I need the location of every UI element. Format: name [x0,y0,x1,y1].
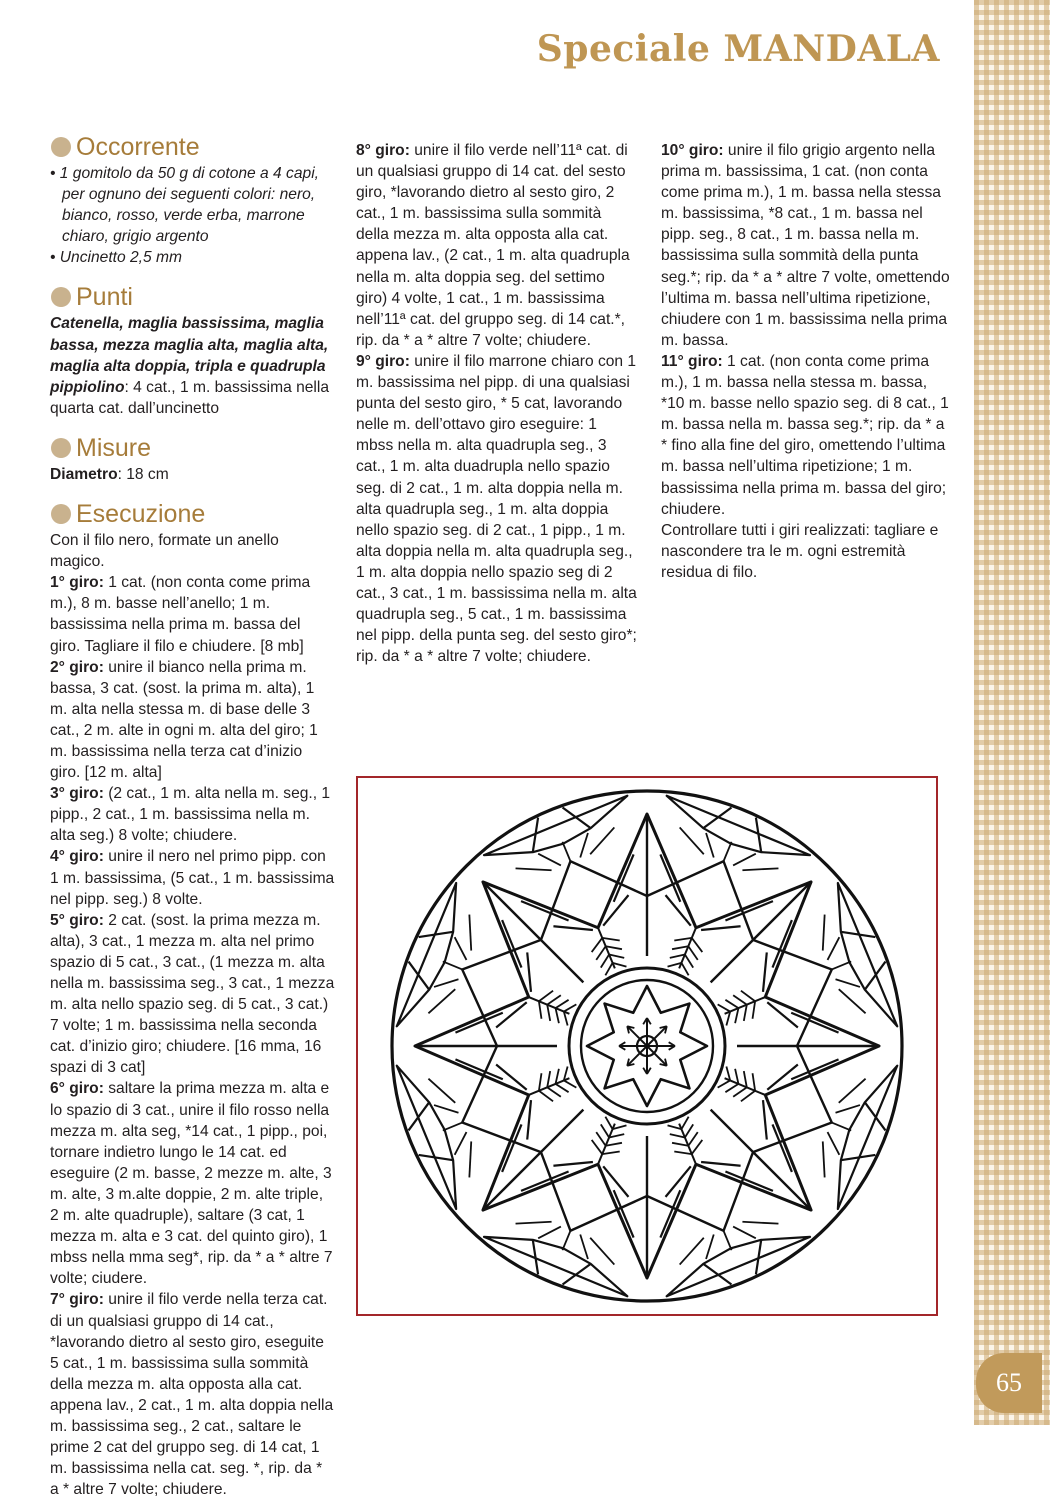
bullet-dot-icon [51,438,71,458]
row-instruction: 7° giro: unire il filo verde nella terza cat. di un qualsiasi gruppo di 14 cat., *lavorando dietro al sesto giro, eseguite 5 cat., 1 m. bassissima sulla sommità della mezza m. alta opposta alla cat. appena lav., 2 cat., 1 m. alta doppia nella m. bassissima seg., 2 cat., saltare le prime 2 cat del gruppo seg. di 14 cat, 1 m. bassissima nella cat. seg. *, rip. da * a * altre 7 volte; chiudere. [50,1291,334,1499]
mandala-diagram-icon [358,778,936,1314]
column-2 [356,140,638,667]
row-instruction: 6° giro: saltare la prima mezza m. alta e lo spazio di 3 cat., unire il filo rosso nella mezza m. alta seg, *14 cat., 1 pipp., poi, tornare indietro lungo le 14 cat. ed eseguire (2 m. basse, 2 mezze m. alte, 3 m. alte, 3 m.alte doppie, 2 m. alte triple, 2 m. alte quadruple), saltare (3 cat, 1 mezza m. alta e 3 cat. del quinto giro), 1 mbss nella mma seg*, rip. da * a * altre 7 volte; ciudere. [50,1080,333,1288]
row-instruction: 4° giro: unire il nero nel primo pipp. con 1 m. bassissima, (5 cat., 1 m. bassissima nel pipp. seg.) 8 volte. [50,848,335,908]
row-instruction: 2° giro: unire il bianco nella prima m. bassa, 3 cat. (sost. la prima m. alta), 1 m. alta nella stessa m. di base delle 3 cat., 2 m. alte in ogni m. alta del giro; 1 m. bassissima nella terza cat d’inizio giro. [12 m. alta] [50,658,318,782]
section-heading-misure: Misure [50,433,335,463]
page-number: 65 [976,1353,1042,1413]
bullet-dot-icon [51,287,71,307]
gingham-border [974,0,1050,1425]
row-instruction: 3° giro: (2 cat., 1 m. alta nella m. seg., 1 pipp., 2 cat., 1 m. bassissima nella m. alta seg.) 8 volte; chiudere. [50,785,331,845]
section-heading-esecuzione: Esecuzione [50,499,335,529]
intro-text: Con il filo nero, formate un anello magico. [50,532,279,571]
row-instruction: 8° giro: unire il filo verde nell’11ª cat. di un qualsiasi gruppo di 14 cat. del sesto giro, *lavorando dietro al sesto giro, 2 cat., 1 m. bassissima sulla sommità della mezza m. alta opposta alla cat. appena lav., (2 cat., 1 m. alta quadrupla nella m. alta doppia seg. del settimo giro) 4 volte, 1 cat., 1 m. bassissima nell’11ª cat. del gruppo seg. di 14 cat.*, rip. da * a * altre 7 volte; chiudere. [356,142,630,349]
measure-text: Diametro: 18 cm [50,465,169,483]
mandala-figure-frame [356,776,938,1316]
materials-item: • 1 gomitolo da 50 g di cotone a 4 capi, per ognuno dei seguenti colori: nero, bianco, rosso, verde erba, marrone chiaro, grigio argento [50,165,319,246]
bullet-dot-icon [51,504,71,524]
column-1 [50,130,335,1500]
bullet-dot-icon [51,137,71,157]
materials-item: • Uncinetto 2,5 mm [50,249,182,267]
row-instruction: 5° giro: 2 cat. (sost. la prima mezza m. alta), 3 cat., 1 mezza m. alta nel primo spazio di 5 cat., 3 cat., (1 mezza m. alta nella m. bassissima seg., 3 cat., 1 mezza m. alta nello spazio seg. di 5 cat., 3 cat.) 7 volte; 1 m. bassissima nella seconda cat. d’inizio giro; chiudere. [16 mma, 16 spazi di 3 cat] [50,911,335,1077]
row-instruction: 10° giro: unire il filo grigio argento nella prima m. bassissima, 1 cat. (non conta come prima m.), 1 m. bassa nella stessa m. bassissima, *8 cat., 1 m. bassa nel pipp. seg., 8 cat., 1 m. bassa nella m. bassissima sulla sommità della punta seg.*; rip. da * a * altre 7 volte, omettendo l’ultima m. bassa nell’ultima ripetizione, chiudere con 1 m. bassissima nella prima m. bassa. [661,142,950,349]
section-heading-occorrente: Occorrente [50,132,335,162]
column-3 [661,140,951,583]
stitches-text: Catenella, maglia bassissima, maglia bassa, mezza maglia alta, maglia alta, maglia alta doppia, tripla e quadrupla pippiolino: 4 cat., 1 m. bassissima nella quarta cat. dall’uncinetto [50,315,330,417]
row-instruction: 9° giro: unire il filo marrone chiaro con 1 m. bassissima nel pipp. di una qualsiasi punta del sesto giro, * 5 cat, lavorando nelle m. dell’ottavo giro eseguire: 1 mbss nella m. alta quadrupla seg., 3 cat., 1 m. alta duadrupla nello spazio seg. di 2 cat., 1 m. alta doppia nella m. alta quadrupla seg., 1 m. alta doppia nello spazio seg. di 2 cat., 1 pipp., 1 m. alta doppia nella m. alta quadrupla seg., 1 m. alta doppia nello spazio seg di 2 cat., 3 cat., 1 m. bassissima nella m. alta quadrupla seg., 5 cat., 1 m. bassissima nel pipp. della punta seg. del sesto giro*; rip. da * a * altre 7 volte; chiudere. [356,352,637,666]
section-heading-punti: Punti [50,282,335,312]
closing-text: Controllare tutti i giri realizzati: tagliare e nascondere tra le m. ogni estremità residua di filo. [661,521,939,581]
row-instruction: 1° giro: 1 cat. (non conta come prima m.), 8 m. basse nell’anello; 1 m. bassissima nella prima m. bassa del giro. Tagliare il filo e chiudere. [8 mb] [50,574,311,655]
page-title: Speciale MANDALA [536,28,940,70]
row-instruction: 11° giro: 1 cat. (non conta come prima m.), 1 m. bassa nella stessa m. bassa, *10 m. basse nello spazio seg. di 8 cat., 1 m. bassa nella m. bassa seg.*; rip. da * a * fino alla fine del giro, omettendo l’ultima m. bassa nell’ultima ripetizione; 1 m. bassissima nella prima m. bassa del giro; chiudere. [661,352,949,518]
